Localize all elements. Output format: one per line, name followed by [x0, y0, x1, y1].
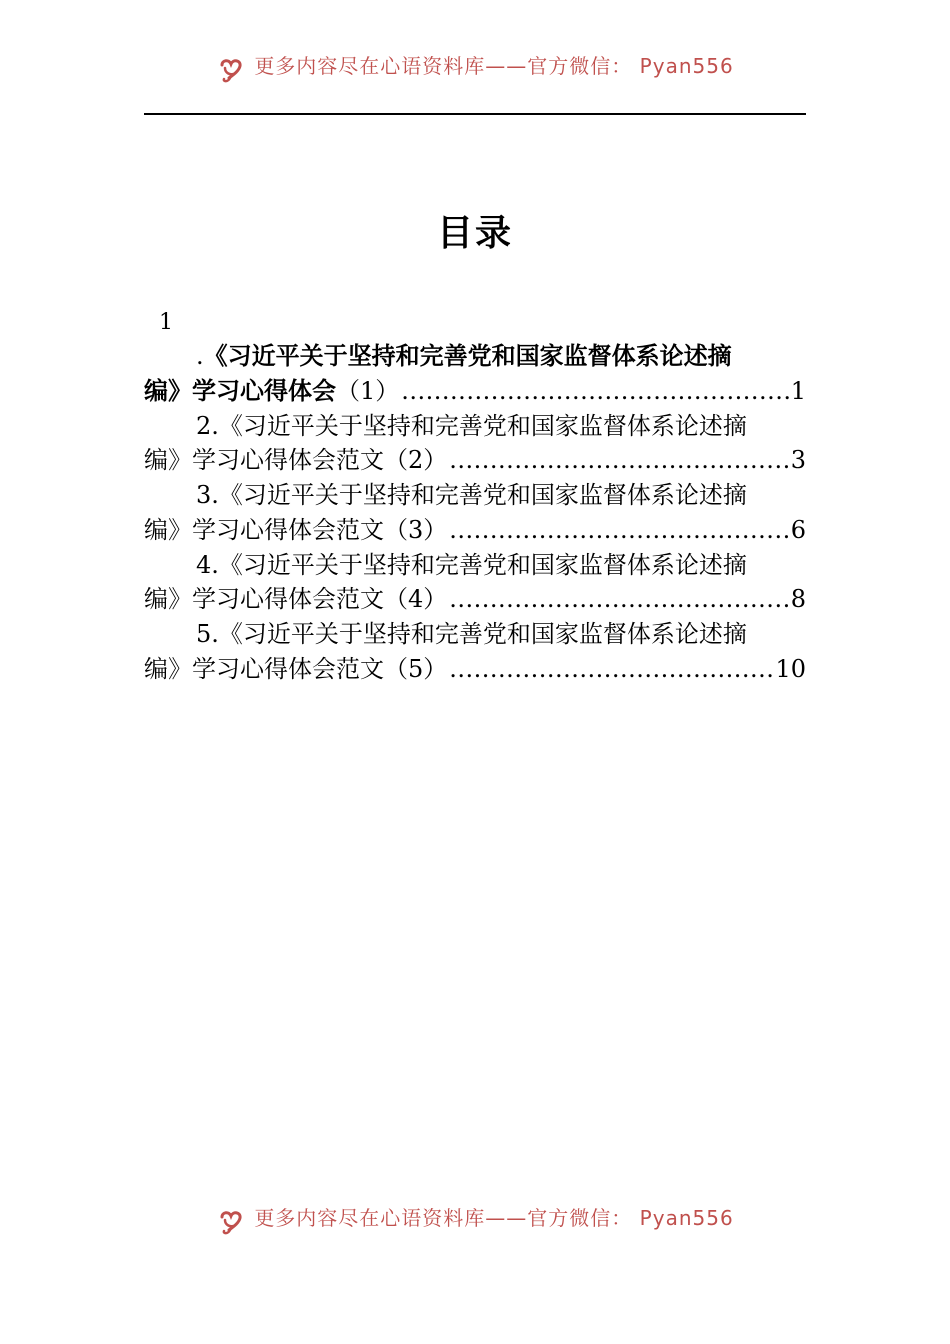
- header-banner: [0, 55, 950, 87]
- dot-leader: [449, 652, 773, 687]
- toc-entry-subtitle-line: 编》学习心得体会范文 （2） ..... 3: [144, 443, 806, 478]
- toc-page-number: 10: [775, 654, 806, 683]
- header-banner-text: 更多内容尽在心语资料库——官方微信： Pyan556: [254, 55, 734, 78]
- toc-entry-title-line: .《习近平关于坚持和完善党和国家监督体系论述摘: [196, 342, 732, 370]
- toc-title: 目录: [436, 213, 513, 254]
- dot-leader: [449, 513, 788, 548]
- dot-leader: [449, 443, 788, 478]
- toc-page-number: 8: [790, 585, 806, 614]
- toc-entry-title-line: 4.《习近平关于坚持和完善党和国家监督体系论述摘: [196, 550, 747, 579]
- footer-banner-text: 更多内容尽在心语资料库——官方微信： Pyan556: [254, 1207, 734, 1230]
- table-of-contents: [144, 306, 806, 687]
- header-rule: [144, 113, 806, 115]
- toc-entry-subtitle-line: 编》学习心得体会范文 （3） ..... 6: [144, 513, 806, 548]
- footer-banner: [0, 1207, 950, 1239]
- toc-entry-1[interactable]: [144, 339, 806, 409]
- dot-leader: [401, 374, 788, 409]
- toc-entry-title-line: 3.《习近平关于坚持和完善党和国家监督体系论述摘: [196, 481, 747, 509]
- toc-entry-3[interactable]: [144, 478, 806, 548]
- toc-entry-subtitle-line: 编》学习心得体会范文 （5） ..... 10: [144, 652, 806, 687]
- toc-page-number: 1: [790, 376, 806, 405]
- toc-entry-4[interactable]: [144, 548, 806, 618]
- heart-logo-icon: [216, 56, 246, 86]
- toc-entry-title-line: 5.《习近平关于坚持和完善党和国家监督体系论述摘: [196, 620, 747, 648]
- dot-leader: [449, 582, 788, 617]
- toc-entry-2[interactable]: [144, 409, 806, 479]
- toc-first-entry-number: 1: [159, 310, 173, 335]
- toc-page-number: 6: [790, 515, 806, 544]
- toc-page-number: 3: [790, 446, 806, 475]
- toc-entry-subtitle-line: 编》学习心得体会范文 （4） ..... 8: [144, 582, 806, 617]
- toc-entry-5[interactable]: [144, 617, 806, 687]
- heart-logo-icon: [216, 1208, 246, 1238]
- toc-entry-title-line: 2.《习近平关于坚持和完善党和国家监督体系论述摘: [196, 411, 747, 440]
- toc-entry-subtitle-line: 编》学习心得体会 （1） ..... 1: [144, 374, 806, 409]
